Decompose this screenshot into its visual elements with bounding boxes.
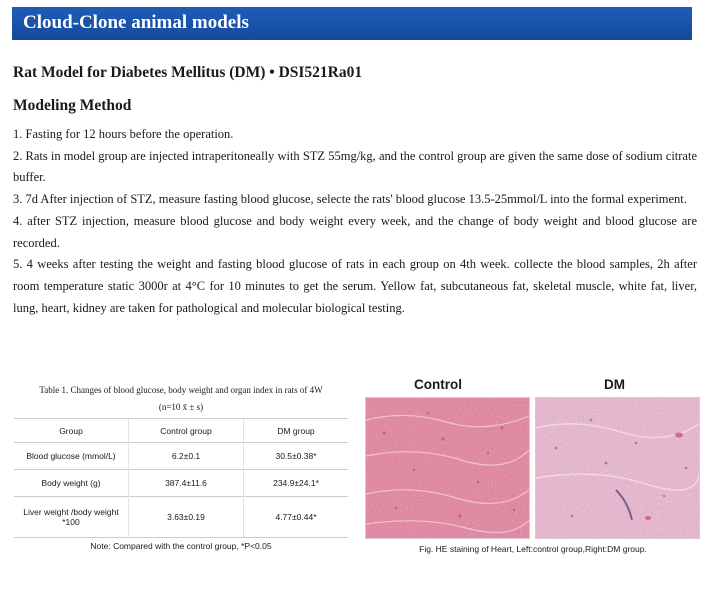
header-title: Cloud-Clone animal models: [23, 12, 249, 33]
table-cell: 387.4±11.6: [129, 470, 244, 497]
table-cell: 3.63±0.19: [129, 497, 244, 538]
section-title: Modeling Method: [13, 97, 132, 114]
table-header-cell: Control group: [129, 419, 244, 443]
dm-tissue-image: [535, 397, 700, 539]
table-header-cell: Group: [14, 419, 129, 443]
table-cell: 30.5±0.38*: [244, 443, 349, 470]
table-cell: Body weight (g): [14, 470, 129, 497]
control-tissue-image: [365, 397, 530, 539]
table-subcaption: (n=10 x̄ ± s): [158, 402, 204, 412]
figure-caption: Fig. HE staining of Heart, Left:control group,Right:DM group.: [419, 544, 647, 554]
table-row: [14, 470, 348, 497]
figure-label-dm: DM: [604, 377, 625, 392]
table-row: [14, 497, 348, 538]
model-title: Rat Model for Diabetes Mellitus (DM) • DSI521Ra01: [13, 64, 363, 81]
table-cell: 4.77±0.44*: [244, 497, 349, 538]
method-step: 2. Rats in model group are injected intraperitoneally with STZ 55mg/kg, and the control group are given the same dose of sodium citrate buffer.: [13, 148, 697, 185]
method-step: 4. after STZ injection, measure blood glucose and body weight every week, and the change of body weight and blood glucose are recorded.: [13, 213, 697, 250]
dm-tissue-graphic: [536, 398, 699, 538]
table-note: Note: Compared with the control group, *P<0.05: [90, 541, 272, 551]
table-cell: 6.2±0.1: [129, 443, 244, 470]
results-table: [14, 418, 348, 538]
header-banner: [12, 7, 692, 40]
method-step: 3. 7d After injection of STZ, measure fasting blood glucose, selecte the rats' blood glucose 13.5-25mmol/L into the formal experiment.: [13, 192, 687, 207]
table-caption: Table 1. Changes of blood glucose, body weight and organ index in rats of 4W: [39, 385, 323, 395]
method-steps: [13, 124, 697, 319]
table-cell: Liver weight /body weight *100: [14, 497, 129, 538]
table-cell: Blood glucose (mmol/L): [14, 443, 129, 470]
table-header-cell: DM group: [244, 419, 349, 443]
figure-label-control: Control: [414, 377, 462, 392]
method-step: 1. Fasting for 12 hours before the operation.: [13, 127, 234, 141]
method-step: 5. 4 weeks after testing the weight and fasting blood glucose of rats in each group on 4th week. collecte the blood samples, 2h after room temperature static 3000r at 4°C for 10 minutes to get the serum. Yellow fat, subcutaneous fat, skeletal muscle, white fat, liver, lung, heart, kidney are taken for pathological and molecular biological testing.: [13, 257, 697, 315]
table-row: [14, 443, 348, 470]
table-cell: 234.9±24.1*: [244, 470, 349, 497]
table-header-row: [14, 419, 348, 443]
control-tissue-graphic: [366, 398, 529, 538]
